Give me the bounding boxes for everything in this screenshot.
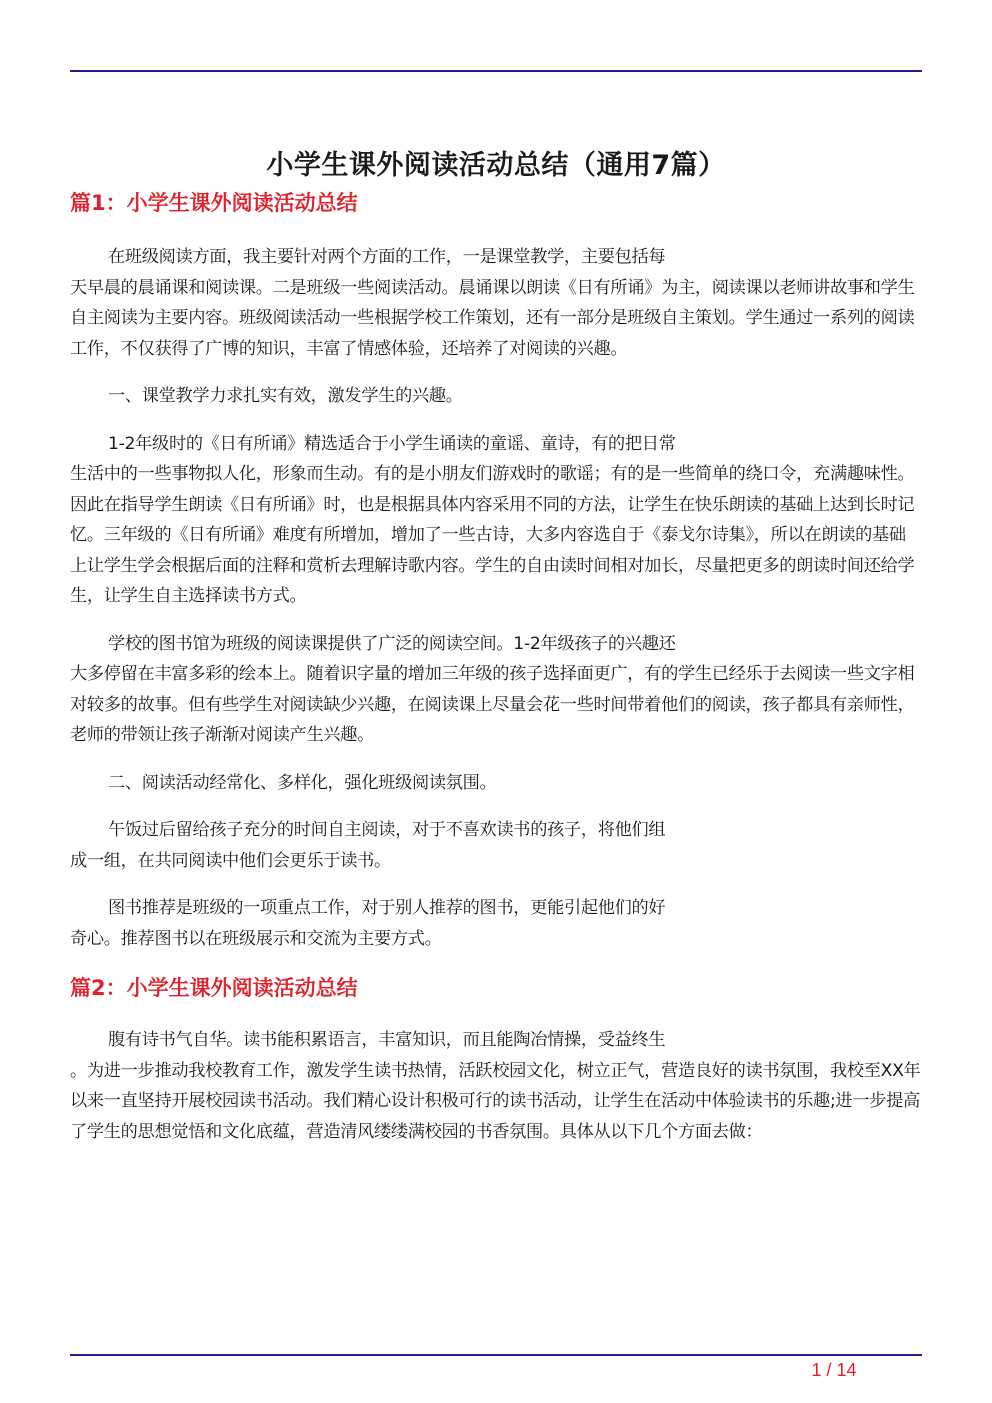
paragraph-body: 天早晨的晨诵课和阅读课。二是班级一些阅读活动。晨诵课以朗读《日有所诵》为主，阅读课以老师讲故事和学生自主阅读为主要内容。班级阅读活动一些根据学校工作策划，还有一部分是班级自主策划。学生通过一系列的阅读工作，不仅获得了广博的知识，丰富了情感体验，还培养了对阅读的兴趣。 xyxy=(70,277,915,359)
paragraph xyxy=(70,893,922,954)
header-rule xyxy=(70,70,922,72)
paragraph-first-line: 图书推荐是班级的一项重点工作，对于别人推荐的图书，更能引起他们的好 xyxy=(108,898,666,918)
page-title: 小学生课外阅读活动总结（通用7篇） xyxy=(266,150,726,182)
paragraph-first-line: 学校的图书馆为班级的阅读课提供了广泛的阅读空间。1-2年级孩子的兴趣还 xyxy=(108,633,676,654)
paragraph xyxy=(70,1025,922,1147)
section-1-heading: 篇1：小学生课外阅读活动总结 xyxy=(70,191,358,215)
paragraph-body: 成一组，在共同阅读中他们会更乐于读书。 xyxy=(70,850,391,871)
paragraph xyxy=(70,242,922,364)
paragraph-first-line: 在班级阅读方面，我主要针对两个方面的工作，一是课堂教学，主要包括每 xyxy=(108,247,666,267)
subheading-paragraph xyxy=(70,768,922,799)
paragraph xyxy=(70,815,922,876)
subheading-paragraph xyxy=(70,381,922,412)
paragraph-body: 。为进一步推动我校教育工作，激发学生读书热情，活跃校园文化，树立正气，营造良好的读书氛围，我校至XX年以来一直坚持开展校园读书活动。我们精心设计积极可行的读书活动，让学生在活动中体验读书的乐趣;进一步提高了学生的思想觉悟和文化底蕴，营造清风缕缕满校园的书香氛围。具体从以下几个方面去做： xyxy=(70,1060,921,1142)
paragraph-body: 生活中的一些事物拟人化，形象而生动。有的是小朋友们游戏时的歌谣；有的是一些简单的绕口令，充满趣味性。因此在指导学生朗读《日有所诵》时，也是根据具体内容采用不同的方法，让学生在快乐朗读的基础上达到长时记忆。三年级的《日有所诵》难度有所增加，增加了一些古诗，大多内容选自于《泰戈尔诗集》，所以在朗读的基础上让学生学会根据后面的注释和赏析去理解诗歌内容。学生的自由读时间相对加长，尽量把更多的朗读时间还给学生，让学生自主选择读书方式。 xyxy=(70,464,915,606)
paragraph-body: 奇心。推荐图书以在班级展示和交流为主要方式。 xyxy=(70,928,442,949)
paragraph-first-line: 腹有诗书气自华。读书能积累语言，丰富知识，而且能陶冶情操，受益终生 xyxy=(108,1030,666,1050)
paragraph-first-line: 二、阅读活动经常化、多样化，强化班级阅读氛围。 xyxy=(108,772,497,793)
paragraph xyxy=(70,629,922,751)
paragraph-first-line: 一、课堂教学力求扎实有效，激发学生的兴趣。 xyxy=(108,386,463,406)
section-2-heading: 篇2：小学生课外阅读活动总结 xyxy=(70,976,358,1000)
paragraph-first-line: 午饭过后留给孩子充分的时间自主阅读，对于不喜欢读书的孩子，将他们组 xyxy=(108,820,666,840)
page-number: 1 / 14 xyxy=(811,1360,857,1380)
document-body xyxy=(70,186,922,1164)
paragraph-body: 大多停留在丰富多彩的绘本上。随着识字量的增加三年级的孩子选择面更广，有的学生已经乐于去阅读一些文字相对较多的故事。但有些学生对阅读缺少兴趣，在阅读课上尽量会花一些时间带着他们的阅读，孩子都具有亲师性，老师的带领让孩子渐渐对阅读产生兴趣。 xyxy=(70,664,915,745)
paragraph-first-line: 1-2年级时的《日有所诵》精选适合于小学生诵读的童谣、童诗，有的把日常 xyxy=(108,433,676,454)
footer-rule xyxy=(70,1354,922,1356)
paragraph xyxy=(70,429,922,612)
